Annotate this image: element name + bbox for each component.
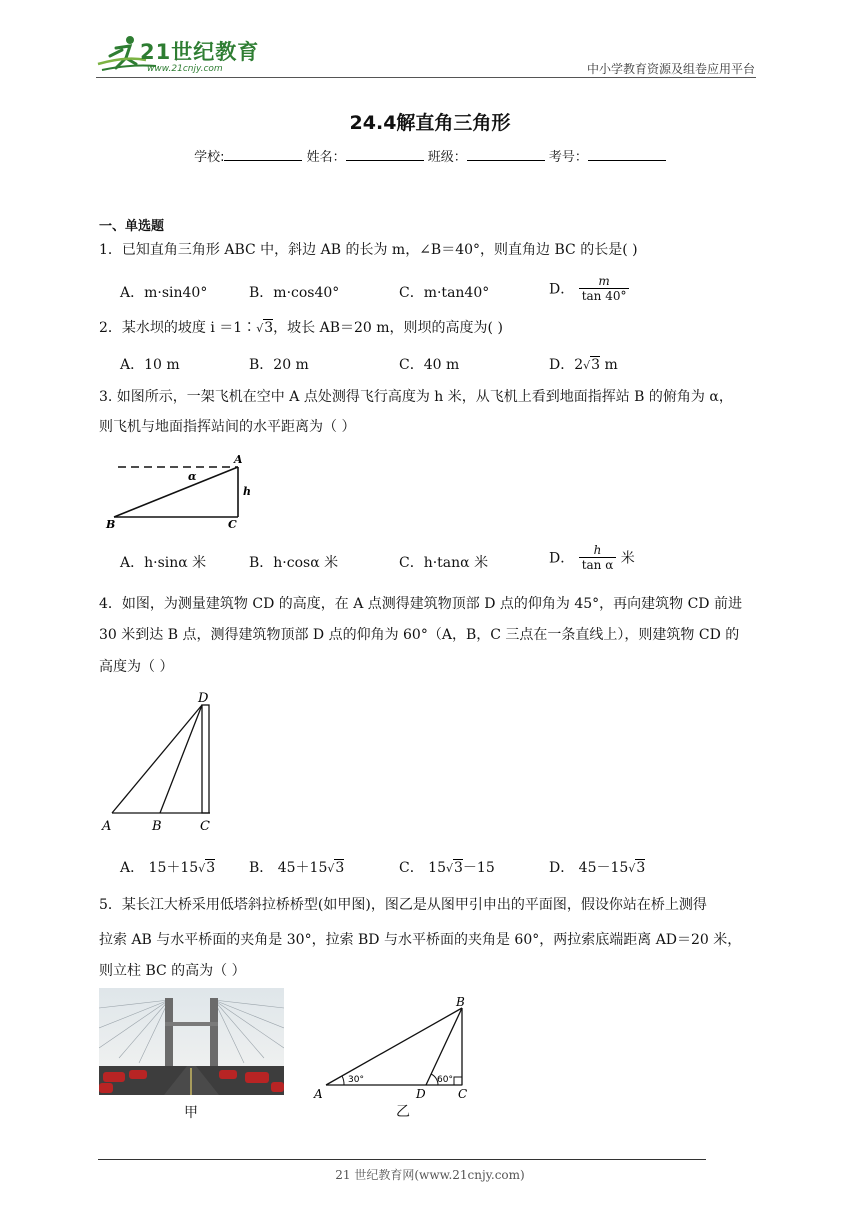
caption-jia: 甲 — [184, 1105, 198, 1121]
q2-option-c[interactable]: C．40 m — [399, 357, 460, 373]
logo-url: www.21cnjy.com — [147, 64, 223, 74]
q5-angle-60: 60° — [437, 1075, 453, 1085]
name-label: 姓名： — [306, 150, 346, 165]
q5-label-b: B — [456, 995, 465, 1009]
header-platform-text: 中小学教育资源及组卷应用平台 — [586, 62, 755, 76]
q1-option-a[interactable]: A．m·sin40° — [120, 285, 208, 301]
q2-d-post: m — [600, 357, 618, 373]
q4-c-post: －15 — [462, 860, 495, 876]
section-heading: 一、单选题 — [99, 219, 165, 234]
question-4-stem-1: 4．如图，为测量建筑物 CD 的高度，在 A 点测得建筑物顶部 D 点的仰角为 45°，再向建筑物 CD 前进 — [99, 596, 742, 612]
q4-option-c[interactable]: C． 15√3－15 — [399, 860, 495, 876]
q1-d-numerator: m — [579, 274, 630, 289]
q4-b-pre: B． 45＋15 — [249, 860, 328, 876]
q1-d-fraction — [579, 274, 630, 303]
q3-label-h: h — [243, 485, 251, 498]
q3-label-a: A — [234, 453, 243, 466]
question-5-stem-3: 则立柱 BC 的高为（ ） — [99, 963, 246, 979]
q5-label-d: D — [416, 1087, 426, 1101]
q4-figure — [98, 690, 228, 836]
student-info-line — [0, 146, 860, 165]
class-label: 班级： — [427, 150, 467, 165]
q4-c-pre: C． 15 — [399, 860, 446, 876]
q5-label-a: A — [314, 1087, 323, 1101]
q2-option-d[interactable]: D．2√3 m — [549, 357, 618, 373]
footer-divider — [98, 1159, 706, 1160]
question-5-stem-2: 拉索 AB 与水平桥面的夹角是 30°，拉索 BD 与水平桥面的夹角是 60°，两拉索底端距离 AD＝20 米， — [99, 932, 742, 948]
question-3-stem-2: 则飞机与地面指挥站间的水平距离为（ ） — [99, 419, 356, 435]
q4-option-d[interactable]: D． 45－15√3 — [549, 860, 646, 876]
q5-angle-30: 30° — [348, 1075, 364, 1085]
q2-option-b[interactable]: B．20 m — [249, 357, 309, 373]
q2-stem-sqrt: 3 — [264, 320, 274, 336]
q4-label-a: A — [102, 819, 112, 834]
logo-text: 21世纪教育 — [140, 40, 260, 64]
name-blank[interactable] — [346, 148, 424, 161]
q4-label-d: D — [198, 691, 209, 706]
q2-stem-pre: 2．某水坝的坡度 i ＝1∶ — [99, 320, 257, 336]
q4-option-b[interactable]: B． 45＋15√3 — [249, 860, 345, 876]
q3-d-denominator: tan α — [581, 558, 614, 572]
q5-label-c: C — [458, 1087, 468, 1101]
question-4-stem-3: 高度为（ ） — [99, 659, 174, 675]
page-title: 24.4解直角三角形 — [349, 112, 511, 134]
exam-no-blank[interactable] — [588, 148, 666, 161]
question-1-stem: 1．已知直角三角形 ABC 中，斜边 AB 的长为 m，∠B＝40°，则直角边 BC 的长是( ) — [99, 242, 638, 258]
q4-d-sqrt: 3 — [636, 860, 646, 876]
q4-label-b: B — [152, 819, 162, 834]
header-divider — [96, 77, 756, 78]
q3-d-label: D． — [549, 550, 575, 567]
bridge-photo — [99, 988, 284, 1095]
q4-option-a[interactable]: A． 15＋15√3 — [120, 860, 216, 876]
q1-option-c[interactable]: C．m·tan40° — [399, 285, 490, 301]
q1-option-d[interactable] — [549, 274, 629, 303]
q3-option-c[interactable]: C．h·tanα 米 — [399, 555, 489, 571]
q1-d-denominator: tan 40° — [581, 289, 627, 303]
q4-a-pre: A． 15＋15 — [120, 860, 199, 876]
q3-sight-line — [114, 467, 238, 517]
exam-no-label: 考号： — [548, 150, 588, 165]
q2-d-pre: D．2 — [549, 357, 584, 373]
q3-d-numerator: h — [579, 543, 617, 558]
q4-b-sqrt: 3 — [335, 860, 345, 876]
q4-a-sqrt: 3 — [206, 860, 216, 876]
q3-figure — [100, 450, 260, 530]
q3-d-unit: 米 — [616, 550, 635, 567]
q3-label-c: C — [228, 518, 237, 530]
q3-option-b[interactable]: B．h·cosα 米 — [249, 555, 339, 571]
question-2-stem: 2．某水坝的坡度 i ＝1∶√3，坡长 AB＝20 m，则坝的高度为( ) — [99, 320, 503, 336]
q2-d-sqrt: 3 — [591, 357, 601, 373]
q4-d-pre: D． 45－15 — [549, 860, 629, 876]
caption-yi: 乙 — [396, 1104, 410, 1120]
footer-text[interactable]: 21 世纪教育网(www.21cnjy.com) — [335, 1168, 525, 1182]
q3-label-b: B — [106, 518, 116, 530]
q4-label-c: C — [200, 819, 210, 834]
q3-option-d[interactable] — [549, 543, 635, 572]
q3-option-a[interactable]: A．h·sinα 米 — [120, 555, 207, 571]
q1-option-b[interactable]: B．m·cos40° — [249, 285, 340, 301]
school-label: 学校: — [194, 150, 225, 165]
class-blank[interactable] — [467, 148, 545, 161]
q2-stem-post: ，坡长 AB＝20 m，则坝的高度为( ) — [273, 320, 503, 336]
school-blank[interactable] — [224, 148, 302, 161]
question-3-stem-1: 3. 如图所示，一架飞机在空中 A 点处测得飞行高度为 h 米，从飞机上看到地面指挥站 B 的俯角为 α， — [99, 389, 733, 405]
q3-label-alpha: α — [188, 470, 197, 483]
q3-d-fraction — [579, 543, 617, 572]
q5-figure — [310, 990, 480, 1120]
question-5-stem-1: 5．某长江大桥采用低塔斜拉桥桥型(如甲图)，图乙是从图甲引申出的平面图，假设你站在桥上测得 — [99, 897, 707, 913]
q4-building — [202, 705, 209, 813]
q4-c-sqrt: 3 — [454, 860, 463, 876]
q2-option-a[interactable]: A．10 m — [120, 357, 180, 373]
question-4-stem-2: 30 米到达 B 点，测得建筑物顶部 D 点的仰角为 60°（A，B，C 三点在一条直线上），则建筑物 CD 的 — [99, 627, 740, 643]
q1-d-label: D． — [549, 281, 575, 298]
